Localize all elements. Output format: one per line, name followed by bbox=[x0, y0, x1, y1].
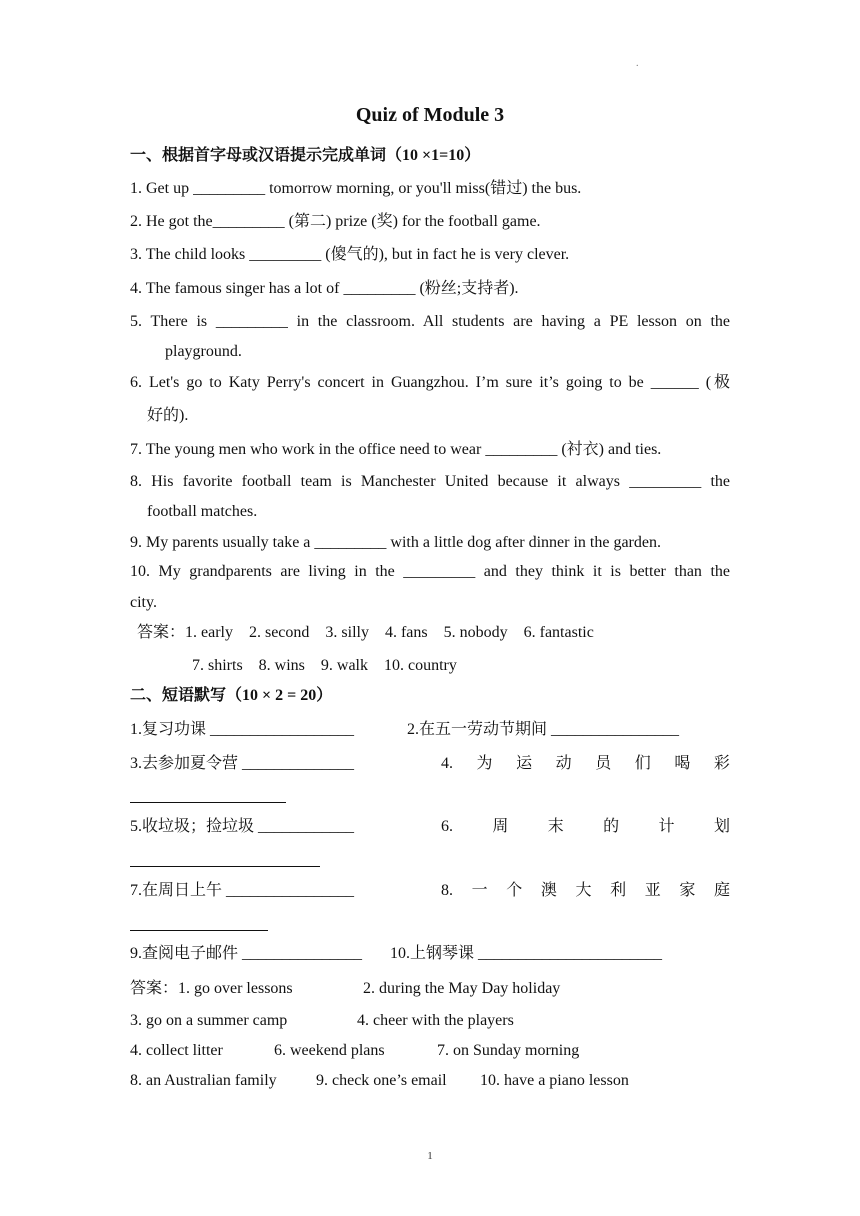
phrase-answer-4: 4. cheer with the players bbox=[357, 1012, 514, 1029]
phrase-7: 7.在周日上午 ________________ bbox=[130, 882, 355, 899]
phrase-4-char: 喝 bbox=[674, 755, 691, 772]
phrase-8-char: 一 bbox=[471, 882, 488, 899]
phrase-4 bbox=[441, 754, 730, 774]
phrase-6-char: 6. bbox=[441, 818, 453, 835]
question-8-line1: 8. His favorite football team is Manchester United because it always _________ the bbox=[130, 473, 730, 490]
phrase-8-char: 8. bbox=[441, 882, 453, 899]
phrase-5: 5.收垃圾；捡垃圾 ____________ bbox=[130, 818, 355, 835]
phrase-8-char: 庭 bbox=[713, 882, 730, 899]
phrase-9: 9.查阅电子邮件 _______________ bbox=[130, 945, 363, 962]
phrase-4-char: 运 bbox=[516, 755, 533, 772]
question-4: 4. The famous singer has a lot of _________ (粉丝;支持者). bbox=[130, 280, 519, 297]
phrase-8-blank bbox=[130, 930, 268, 931]
page-number: 1 bbox=[427, 1150, 433, 1162]
question-6-line1: 6. Let's go to Katy Perry's concert in Guangzhou. I’m sure it’s going to be ______ (极 bbox=[130, 374, 730, 391]
phrase-answer-1: 答案：1. go over lessons bbox=[130, 980, 293, 997]
phrase-answer-8: 8. an Australian family bbox=[130, 1072, 277, 1089]
phrase-10: 10.上钢琴课 _______________________ bbox=[390, 945, 663, 962]
phrase-8-char: 家 bbox=[679, 882, 696, 899]
phrase-6-char: 计 bbox=[658, 818, 675, 835]
answers-1-line2: 7. shirts 8. wins 9. walk 10. country bbox=[192, 657, 457, 674]
question-10-line1: 10. My grandparents are living in the _________ and they think it is better than the bbox=[130, 563, 730, 580]
phrase-4-char: 彩 bbox=[713, 755, 730, 772]
phrase-8-char: 个 bbox=[506, 882, 523, 899]
phrase-answer-6: 6. weekend plans bbox=[274, 1042, 385, 1059]
phrase-4-char: 4. bbox=[441, 755, 453, 772]
page-title: Quiz of Module 3 bbox=[355, 104, 505, 126]
phrase-6 bbox=[441, 817, 730, 837]
phrase-answer-3: 3. go on a summer camp bbox=[130, 1012, 288, 1029]
phrase-2: 2.在五一劳动节期间 ________________ bbox=[407, 721, 680, 738]
phrase-answer-9: 9. check one’s email bbox=[316, 1072, 447, 1089]
section2-heading: 二、短语默写（10 × 2 = 20） bbox=[130, 687, 333, 704]
phrase-answer-7: 7. on Sunday morning bbox=[437, 1042, 580, 1059]
question-10-line2: city. bbox=[130, 594, 157, 611]
top-mark: . bbox=[636, 58, 639, 69]
phrase-4-blank bbox=[130, 802, 286, 803]
phrase-4-char: 们 bbox=[634, 755, 651, 772]
question-9: 9. My parents usually take a _________ with a little dog after dinner in the garden. bbox=[130, 534, 661, 551]
phrase-4-char: 员 bbox=[595, 755, 612, 772]
phrase-6-blank bbox=[130, 866, 320, 867]
phrase-6-char: 的 bbox=[603, 818, 620, 835]
question-6-line2: 好的). bbox=[147, 407, 189, 424]
question-5-line1: 5. There is _________ in the classroom. All students are having a PE lesson on the bbox=[130, 313, 730, 330]
phrase-1: 1.复习功课 __________________ bbox=[130, 721, 355, 738]
phrase-4-char: 动 bbox=[555, 755, 572, 772]
answers-1-line1: 答案：1. early 2. second 3. silly 4. fans 5. nobody 6. fantastic bbox=[137, 624, 594, 641]
phrase-6-char: 划 bbox=[713, 818, 730, 835]
phrase-answer-5: 4. collect litter bbox=[130, 1042, 223, 1059]
phrase-8 bbox=[441, 881, 730, 901]
question-5-line2: playground. bbox=[165, 343, 242, 360]
phrase-8-char: 利 bbox=[610, 882, 627, 899]
phrase-8-char: 亚 bbox=[644, 882, 661, 899]
phrase-answer-2: 2. during the May Day holiday bbox=[363, 980, 561, 997]
phrase-8-char: 大 bbox=[575, 882, 592, 899]
question-3: 3. The child looks _________ (傻气的), but in fact he is very clever. bbox=[130, 246, 570, 263]
question-7: 7. The young men who work in the office need to wear _________ (衬衣) and ties. bbox=[130, 441, 662, 458]
question-8-line2: football matches. bbox=[147, 503, 258, 520]
section1-heading: 一、根据首字母或汉语提示完成单词（10 ×1=10） bbox=[130, 147, 481, 164]
question-1: 1. Get up _________ tomorrow morning, or you'll miss(错过) the bus. bbox=[130, 180, 582, 197]
phrase-answer-10: 10. have a piano lesson bbox=[480, 1072, 629, 1089]
phrase-3: 3.去参加夏令营 ______________ bbox=[130, 755, 355, 772]
phrase-4-char: 为 bbox=[476, 755, 493, 772]
phrase-8-char: 澳 bbox=[540, 882, 557, 899]
phrase-6-char: 末 bbox=[547, 818, 564, 835]
phrase-6-char: 周 bbox=[492, 818, 509, 835]
question-2: 2. He got the_________ (第二) prize (奖) for the football game. bbox=[130, 213, 541, 230]
